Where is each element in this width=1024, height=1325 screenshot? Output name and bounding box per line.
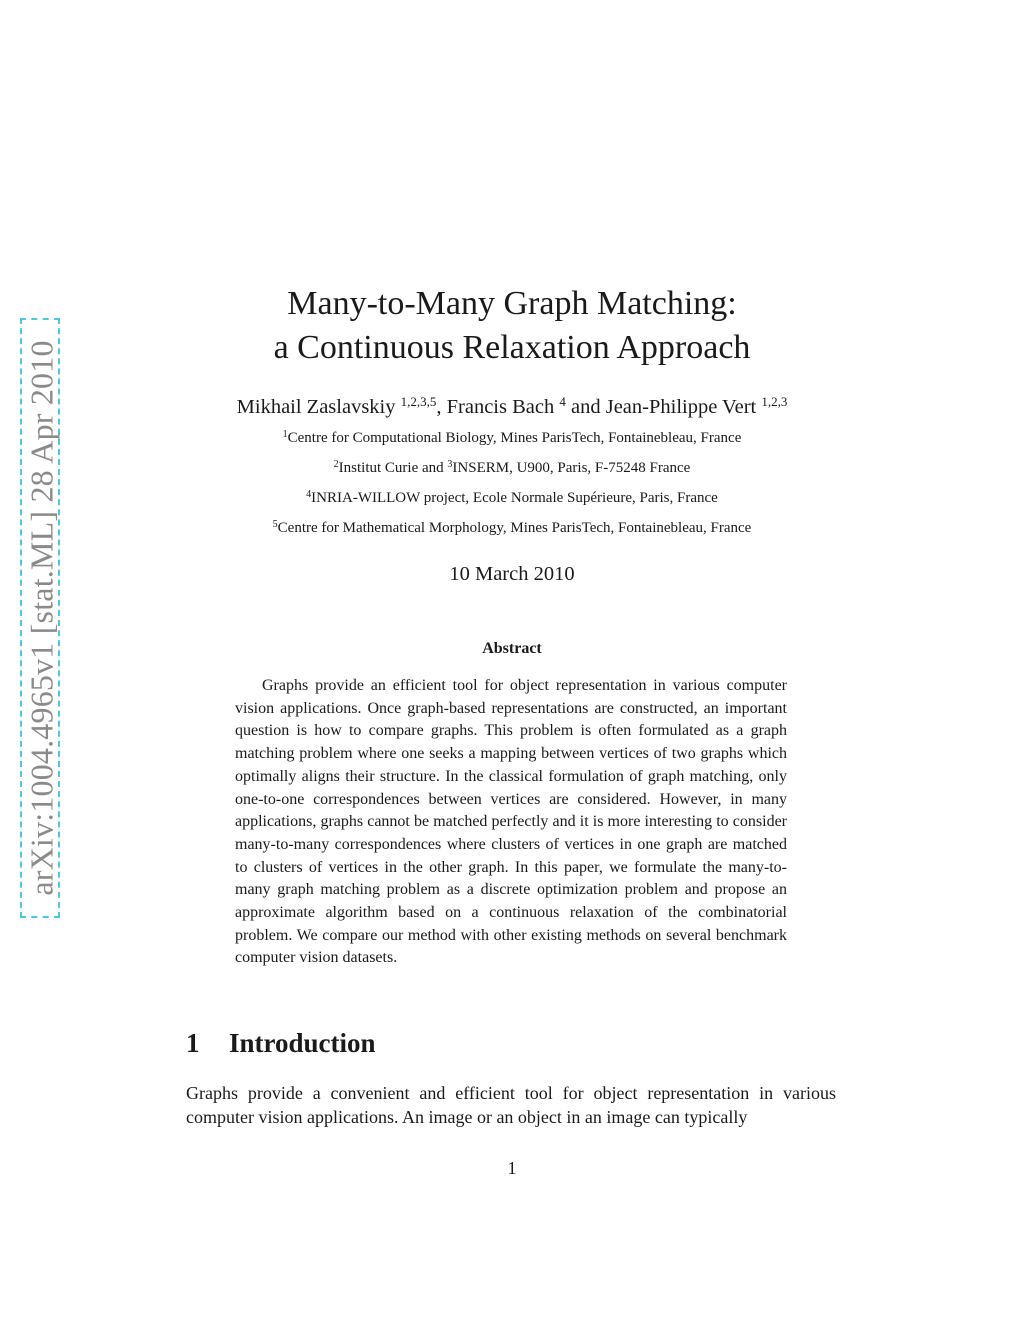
- affiliation-line: [0, 428, 1024, 448]
- author-name: Mikhail Zaslavskiy: [236, 396, 396, 418]
- introduction-text: Graphs provide a convenient and efficient tool for object representation in various computer vision applications. An image or an object in an image can typically: [186, 1083, 836, 1127]
- author-name: Francis Bach: [446, 396, 555, 418]
- page-number: 1: [507, 1158, 517, 1178]
- author-separator: ,: [436, 396, 447, 418]
- section-number: 1: [186, 1028, 200, 1058]
- affiliation-text: Centre for Mathematical Morphology, Mines ParisTech, Fontainebleau, France: [277, 520, 752, 536]
- affiliation-line: [0, 458, 1024, 478]
- affiliation-text: INSERM, U900, Paris, F-75248 France: [452, 460, 691, 476]
- affiliation-mark: 3: [447, 459, 453, 470]
- author-separator: and: [565, 396, 606, 418]
- affiliation-text: Institut Curie and: [338, 460, 448, 476]
- affiliation-mark: 5: [272, 519, 278, 530]
- abstract-text: Graphs provide an efficient tool for object representation in various computer vision applications. Once graph-based representations are constructed, an important question is how to compare graphs. This problem is often formulated as a graph matching problem where one seeks a mapping between vertices of two graphs which optimally aligns their structure. In the classical formulation of graph matching, only one-to-one correspondences between vertices are considered. However, in many applications, graphs cannot be matched perfectly and it is more interesting to consider many-to-many correspondences where clusters of vertices in one graph are matched to clusters of vertices in the other graph. In this paper, we formulate the many-to-many graph matching problem as a discrete optimization problem and propose an approximate algorithm based on a continuous relaxation of the combinatorial problem. We compare our method with other existing methods on several benchmark computer vision datasets.: [235, 677, 787, 967]
- affiliation-mark: 1: [282, 429, 288, 440]
- author-name: Jean-Philippe Vert: [605, 396, 757, 418]
- author-list: [0, 393, 1024, 421]
- author-affiliation-marks: 4: [559, 394, 566, 409]
- section-title: Introduction: [229, 1028, 376, 1058]
- paper-title-line-2: a Continuous Relaxation Approach: [273, 329, 751, 366]
- author-affiliation-marks: 1,2,3: [761, 394, 788, 409]
- affiliation-line: [0, 488, 1024, 508]
- author-affiliation-marks: 1,2,3,5: [400, 394, 437, 409]
- affiliation-text: INRIA-WILLOW project, Ecole Normale Supérieure, Paris, France: [311, 490, 718, 506]
- affiliation-mark: 4: [306, 489, 312, 500]
- section-heading: [186, 1026, 376, 1060]
- affiliation-text: Centre for Computational Biology, Mines ParisTech, Fontainebleau, France: [287, 430, 742, 446]
- affiliation-line: [0, 518, 1024, 538]
- paper-title: [0, 282, 1024, 370]
- affiliation-mark: 2: [333, 459, 339, 470]
- abstract-heading: Abstract: [482, 640, 542, 657]
- paper-title-line-1: Many-to-Many Graph Matching:: [287, 285, 737, 322]
- publication-date: 10 March 2010: [449, 563, 575, 585]
- arxiv-identifier-stamp: arXiv:1004.4965v1 [stat.ML] 28 Apr 2010: [23, 340, 60, 896]
